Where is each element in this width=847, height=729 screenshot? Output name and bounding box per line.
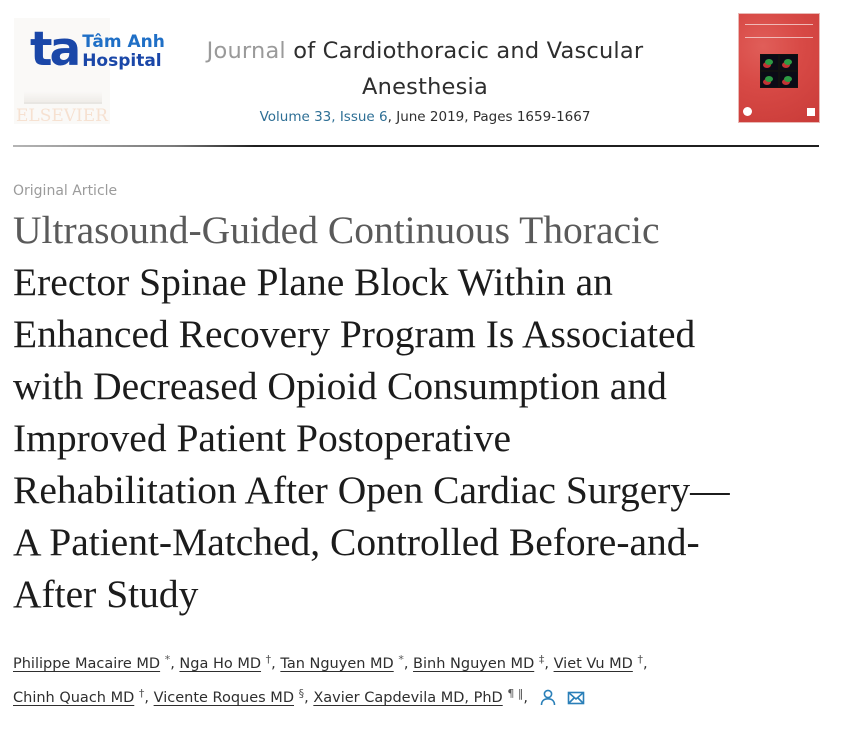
article-type-label: Original Article [13, 183, 118, 199]
author-link[interactable]: Xavier Capdevila MD, PhD [313, 690, 503, 706]
cover-society-badge [743, 107, 752, 116]
author-item: Chinh Quach MD †, [13, 687, 154, 706]
cover-illustration [760, 54, 798, 88]
author-item: Binh Nguyen MD ‡, [413, 653, 554, 672]
affiliation-mark: † [138, 687, 145, 700]
author-link[interactable]: Vicente Roques MD [153, 690, 294, 706]
author-link[interactable]: Philippe Macaire MD [13, 656, 161, 672]
journal-title-faded: Journal [206, 38, 286, 64]
author-item: Xavier Capdevila MD, PhD ¶ ‖, [313, 687, 533, 706]
issue-date-pages: , June 2019, Pages 1659-1667 [387, 109, 591, 125]
title-line: After Study [13, 572, 199, 616]
author-item: Tan Nguyen MD *, [280, 653, 414, 672]
author-item: Viet Vu MD †, [553, 653, 648, 672]
title-line: A Patient-Matched, Controlled Before-and- [13, 520, 700, 564]
affiliation-mark: ‡ [538, 653, 545, 666]
header-divider [13, 145, 819, 147]
cover-title-band [745, 24, 813, 38]
elsevier-tree-icon [24, 84, 102, 104]
journal-title-rest: of Cardiothoracic and Vascular Anesthesia [285, 38, 644, 100]
tamanh-hospital: Hospital [82, 51, 162, 71]
title-line: Ultrasound-Guided Continuous Thoracic [13, 208, 660, 252]
title-line: Improved Patient Postoperative [13, 416, 512, 460]
tamanh-hospital-logo [30, 22, 165, 77]
journal-cover-image[interactable] [739, 14, 819, 122]
author-item: Philippe Macaire MD *, [13, 653, 180, 672]
affiliation-mark: † [637, 653, 643, 666]
author-link[interactable]: Nga Ho MD [179, 656, 262, 672]
author-link[interactable]: Chinh Quach MD [13, 690, 135, 706]
affiliation-mark: * [164, 653, 171, 666]
author-link[interactable]: Tan Nguyen MD [280, 656, 394, 672]
elsevier-wordmark: ELSEVIER [16, 106, 108, 126]
title-line: Rehabilitation After Open Cardiac Surgery— [13, 468, 730, 512]
affiliation-mark: ¶ ‖ [507, 687, 524, 700]
affiliation-mark: * [398, 653, 404, 666]
issue-info [170, 109, 680, 125]
volume-issue-link[interactable]: Volume 33, Issue 6 [259, 109, 388, 125]
title-line: Erector Spinae Plane Block Within an [13, 260, 613, 304]
affiliation-mark: † [265, 653, 272, 666]
title-line: Enhanced Recovery Program Is Associated [13, 312, 696, 356]
author-link[interactable]: Viet Vu MD [553, 656, 633, 672]
author-link[interactable]: Binh Nguyen MD [413, 656, 535, 672]
journal-title-link[interactable] [170, 33, 680, 105]
author-list [13, 645, 833, 713]
affiliation-mark: § [298, 687, 305, 700]
tamanh-name: Tâm Anh [82, 32, 165, 52]
article-title [13, 204, 833, 620]
title-line: with Decreased Opioid Consumption and [13, 364, 667, 408]
author-item: Nga Ho MD †, [179, 653, 281, 672]
person-icon[interactable] [539, 688, 557, 706]
tamanh-mark: ta [30, 22, 79, 77]
author-item: Vicente Roques MD §, [153, 687, 314, 706]
envelope-icon[interactable] [567, 690, 585, 706]
cover-publisher-mark [807, 108, 815, 116]
